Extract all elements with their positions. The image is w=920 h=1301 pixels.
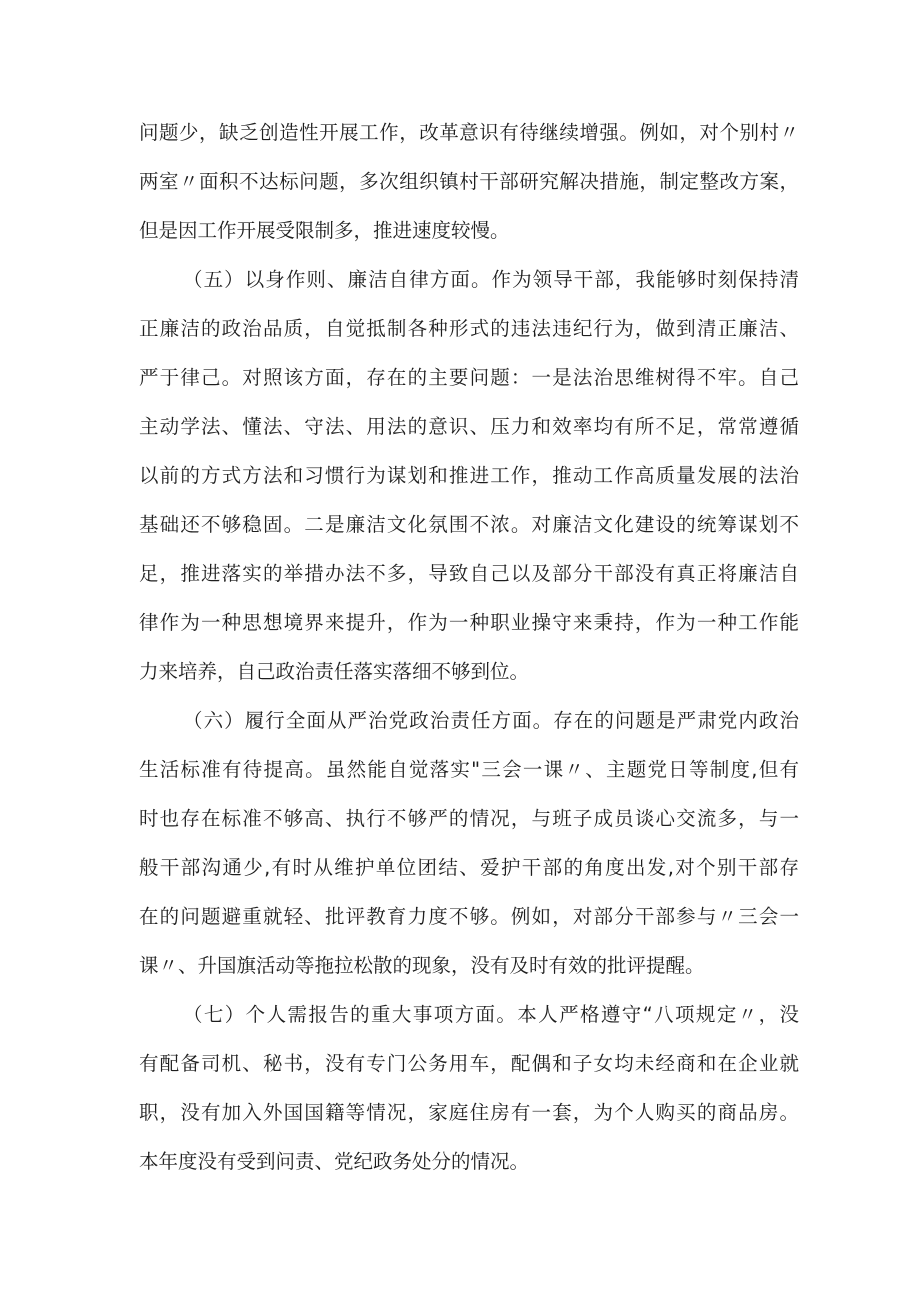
paragraph-5-integrity	[139, 255, 799, 696]
paragraph-7-personal-matters	[139, 990, 799, 1186]
paragraph-line: 严于律己。对照该方面，存在的主要问题：一是法治思维树得不牢。自己	[139, 366, 799, 389]
paragraph-line: 基础还不够稳固。二是廉洁文化氛围不浓。对廉洁文化建设的统筹谋划不	[139, 513, 799, 536]
paragraph-line: 足，推进落实的举措办法不多，导致自己以及部分干部没有真正将廉洁自	[139, 562, 799, 585]
paragraph-line: 生活标准有待提高。虽然能自觉落实"三会一课〃、主题党日等制度,但有	[139, 758, 799, 781]
paragraph-line: 力来培养，自己政治责任落实落细不够到位。	[139, 660, 530, 683]
paragraph-line: 律作为一种思想境界来提升，作为一种职业操守来秉持，作为一种工作能	[139, 611, 799, 634]
document-body	[139, 108, 799, 1186]
paragraph-line: （七）个人需报告的重大事项方面。本人严格遵守“八项规定〃，没	[183, 1003, 799, 1026]
paragraph-line: 般干部沟通少,有时从维护单位团结、爱护干部的角度出发,对个别干部存	[139, 856, 799, 879]
paragraph-line: 课〃、升国旗活动等拖拉松散的现象，没有及时有效的批评提醒。	[139, 954, 705, 977]
paragraph-line: 正廉洁的政治品质，自觉抵制各种形式的违法违纪行为，做到清正廉洁、	[139, 317, 799, 340]
paragraph-line: 两室〃面积不达标问题，多次组织镇村干部研究解决措施，制定整改方案，	[139, 170, 799, 193]
paragraph-line: 但是因工作开展受限制多，推进速度较慢。	[139, 219, 510, 242]
paragraph-line: 问题少，缺乏创造性开展工作，改革意识有待继续增强。例如，对个别村〃	[139, 121, 799, 144]
paragraph-line: （五）以身作则、廉洁自律方面。作为领导干部，我能够时刻保持清	[183, 268, 799, 291]
paragraph-line: （六）履行全面从严治党政治责任方面。存在的问题是严肃党内政治	[183, 709, 799, 732]
paragraph-line: 职，没有加入外国国籍等情况，家庭住房有一套，为个人购买的商品房。	[139, 1101, 799, 1124]
paragraph-line: 时也存在标准不够高、执行不够严的情况，与班子成员谈心交流多，与一	[139, 807, 799, 830]
paragraph-line: 以前的方式方法和习惯行为谋划和推进工作，推动工作高质量发展的法治	[139, 464, 799, 487]
paragraph-6-party-discipline	[139, 696, 799, 990]
paragraph-line: 主动学法、懂法、守法、用法的意识、压力和效率均有所不足，常常遵循	[139, 415, 799, 438]
paragraph-line: 本年度没有受到问责、党纪政务处分的情况。	[139, 1150, 530, 1173]
paragraph-1	[139, 108, 799, 255]
paragraph-line: 在的问题避重就轻、批评教育力度不够。例如，对部分干部参与〃三会一	[139, 905, 799, 928]
paragraph-line: 有配备司机、秘书，没有专门公务用车，配偶和子女均未经商和在企业就	[139, 1052, 799, 1075]
